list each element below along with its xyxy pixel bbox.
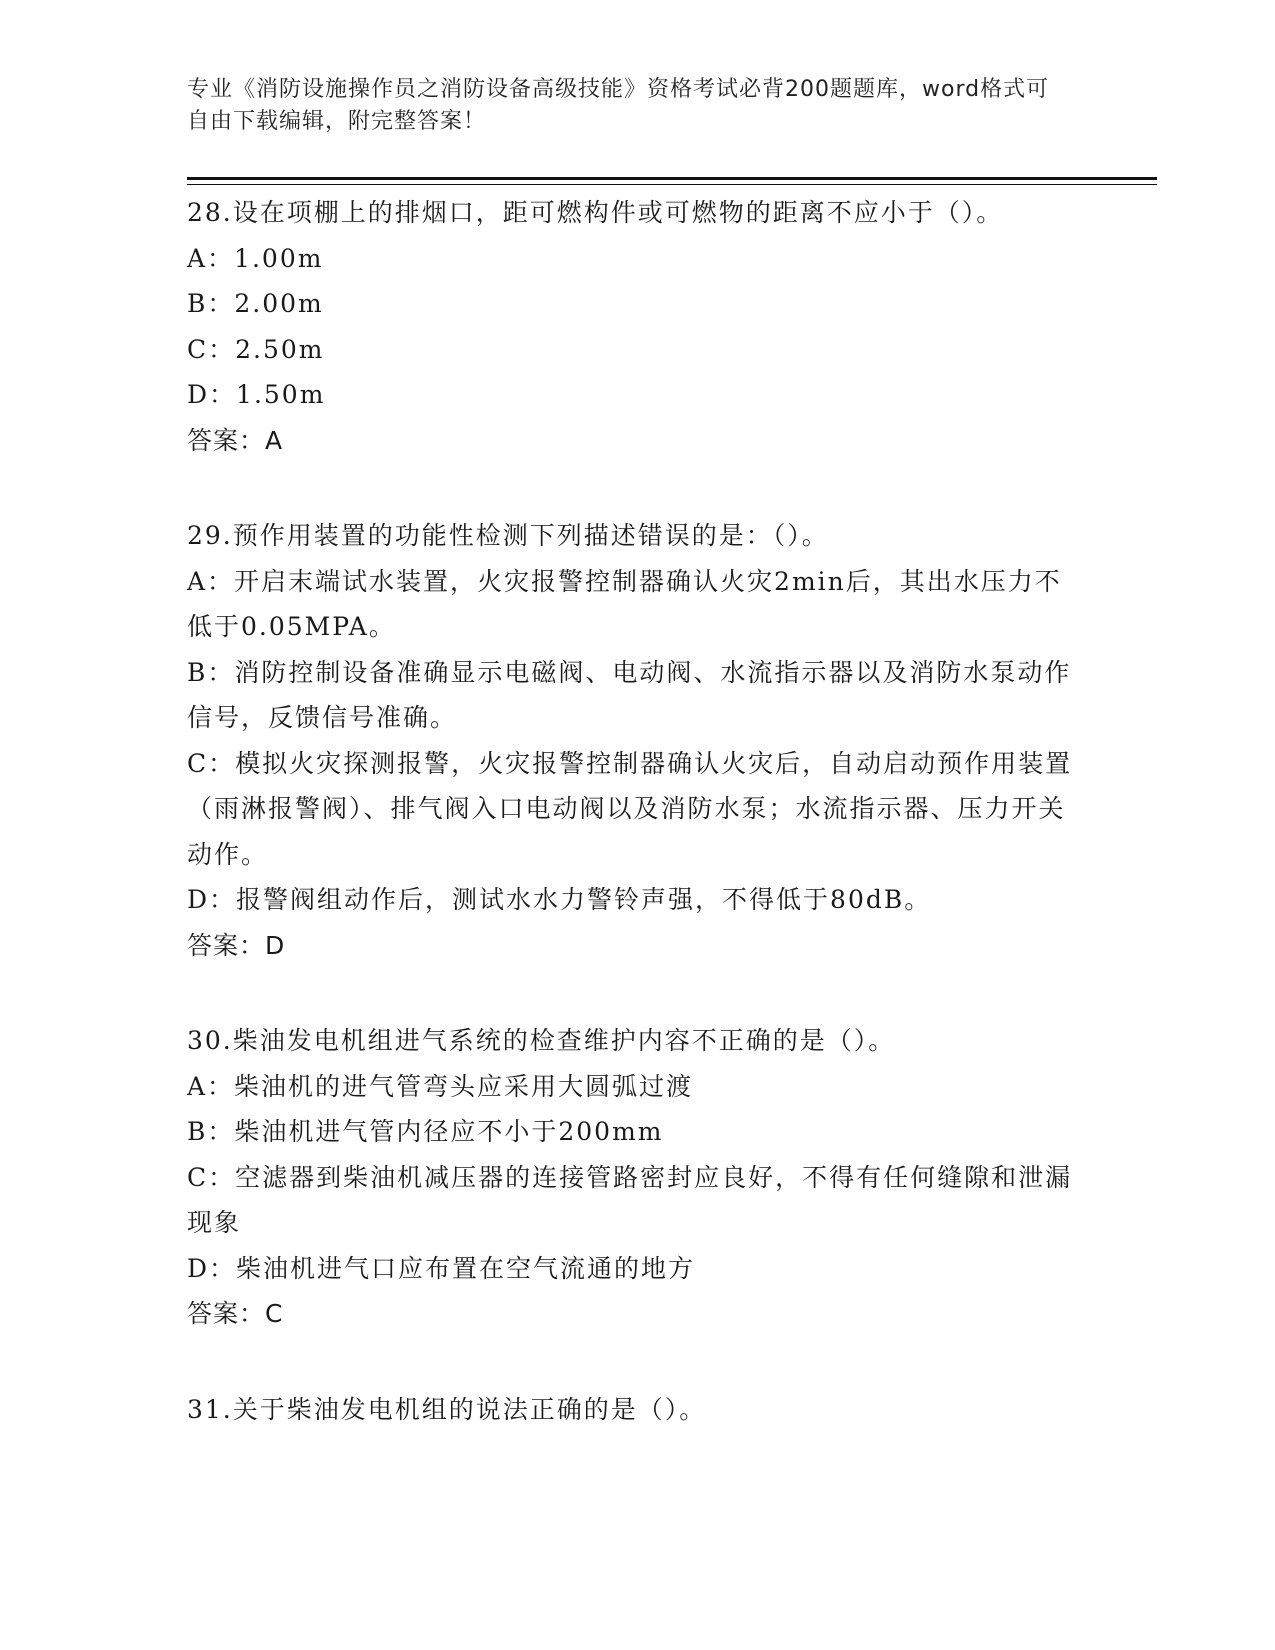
option-b: B：2.00m [187, 289, 324, 318]
option-b: B：柴油机进气管内径应不小于200mm [187, 1117, 664, 1146]
answer: 答案：C [187, 1299, 284, 1328]
option-c: C：2.50m [187, 334, 325, 364]
option-d: D：报警阀组动作后，测试水水力警铃声强，不得低于80dB。 [187, 885, 932, 914]
question-stem: 29.预作用装置的功能性检测下列描述错误的是：（）。 [187, 521, 829, 550]
answer: 答案：D [187, 930, 286, 960]
question-31 [187, 1387, 1087, 1433]
answer: 答案：A [187, 425, 284, 455]
document-header: 专业《消防设施操作员之消防设备高级技能》资格考试必背200题题库，word格式可自由下载编辑，附完整答案！ [187, 77, 1050, 134]
question-29 [187, 513, 1087, 968]
option-c: C：模拟火灾探测报警，火灾报警控制器确认火灾后，自动启动预作用装置（雨淋报警阀）、排气阀入口电动阀以及消防水泵；水流指示器、压力开关动作。 [187, 748, 1073, 869]
option-d: D：1.50m [187, 380, 326, 409]
question-30 [187, 1018, 1087, 1337]
option-a: A：1.00m [187, 243, 324, 273]
option-a: A：开启末端试水装置，火灾报警控制器确认火灾2min后，其出水压力不低于0.05MPA。 [187, 566, 1062, 641]
option-d: D：柴油机进气口应布置在空气流通的地方 [187, 1253, 696, 1283]
question-stem: 31.关于柴油发电机组的说法正确的是（）。 [187, 1394, 707, 1424]
option-a: A：柴油机的进气管弯头应采用大圆弧过渡 [187, 1071, 694, 1101]
option-b: B：消防控制设备准确显示电磁阀、电动阀、水流指示器以及消防水泵动作信号，反馈信号准确。 [187, 657, 1072, 732]
option-c: C：空滤器到柴油机减压器的连接管路密封应良好，不得有任何缝隙和泄漏现象 [187, 1162, 1073, 1237]
question-stem: 28.设在项棚上的排烟口，距可燃构件或可燃物的距离不应小于（）。 [187, 198, 1004, 227]
header-rule-thick [187, 177, 1157, 180]
question-28 [187, 190, 1087, 463]
header-rule-thin [187, 184, 1157, 185]
question-list [187, 190, 1087, 1482]
question-stem: 30.柴油发电机组进气系统的检查维护内容不正确的是（）。 [187, 1026, 896, 1055]
